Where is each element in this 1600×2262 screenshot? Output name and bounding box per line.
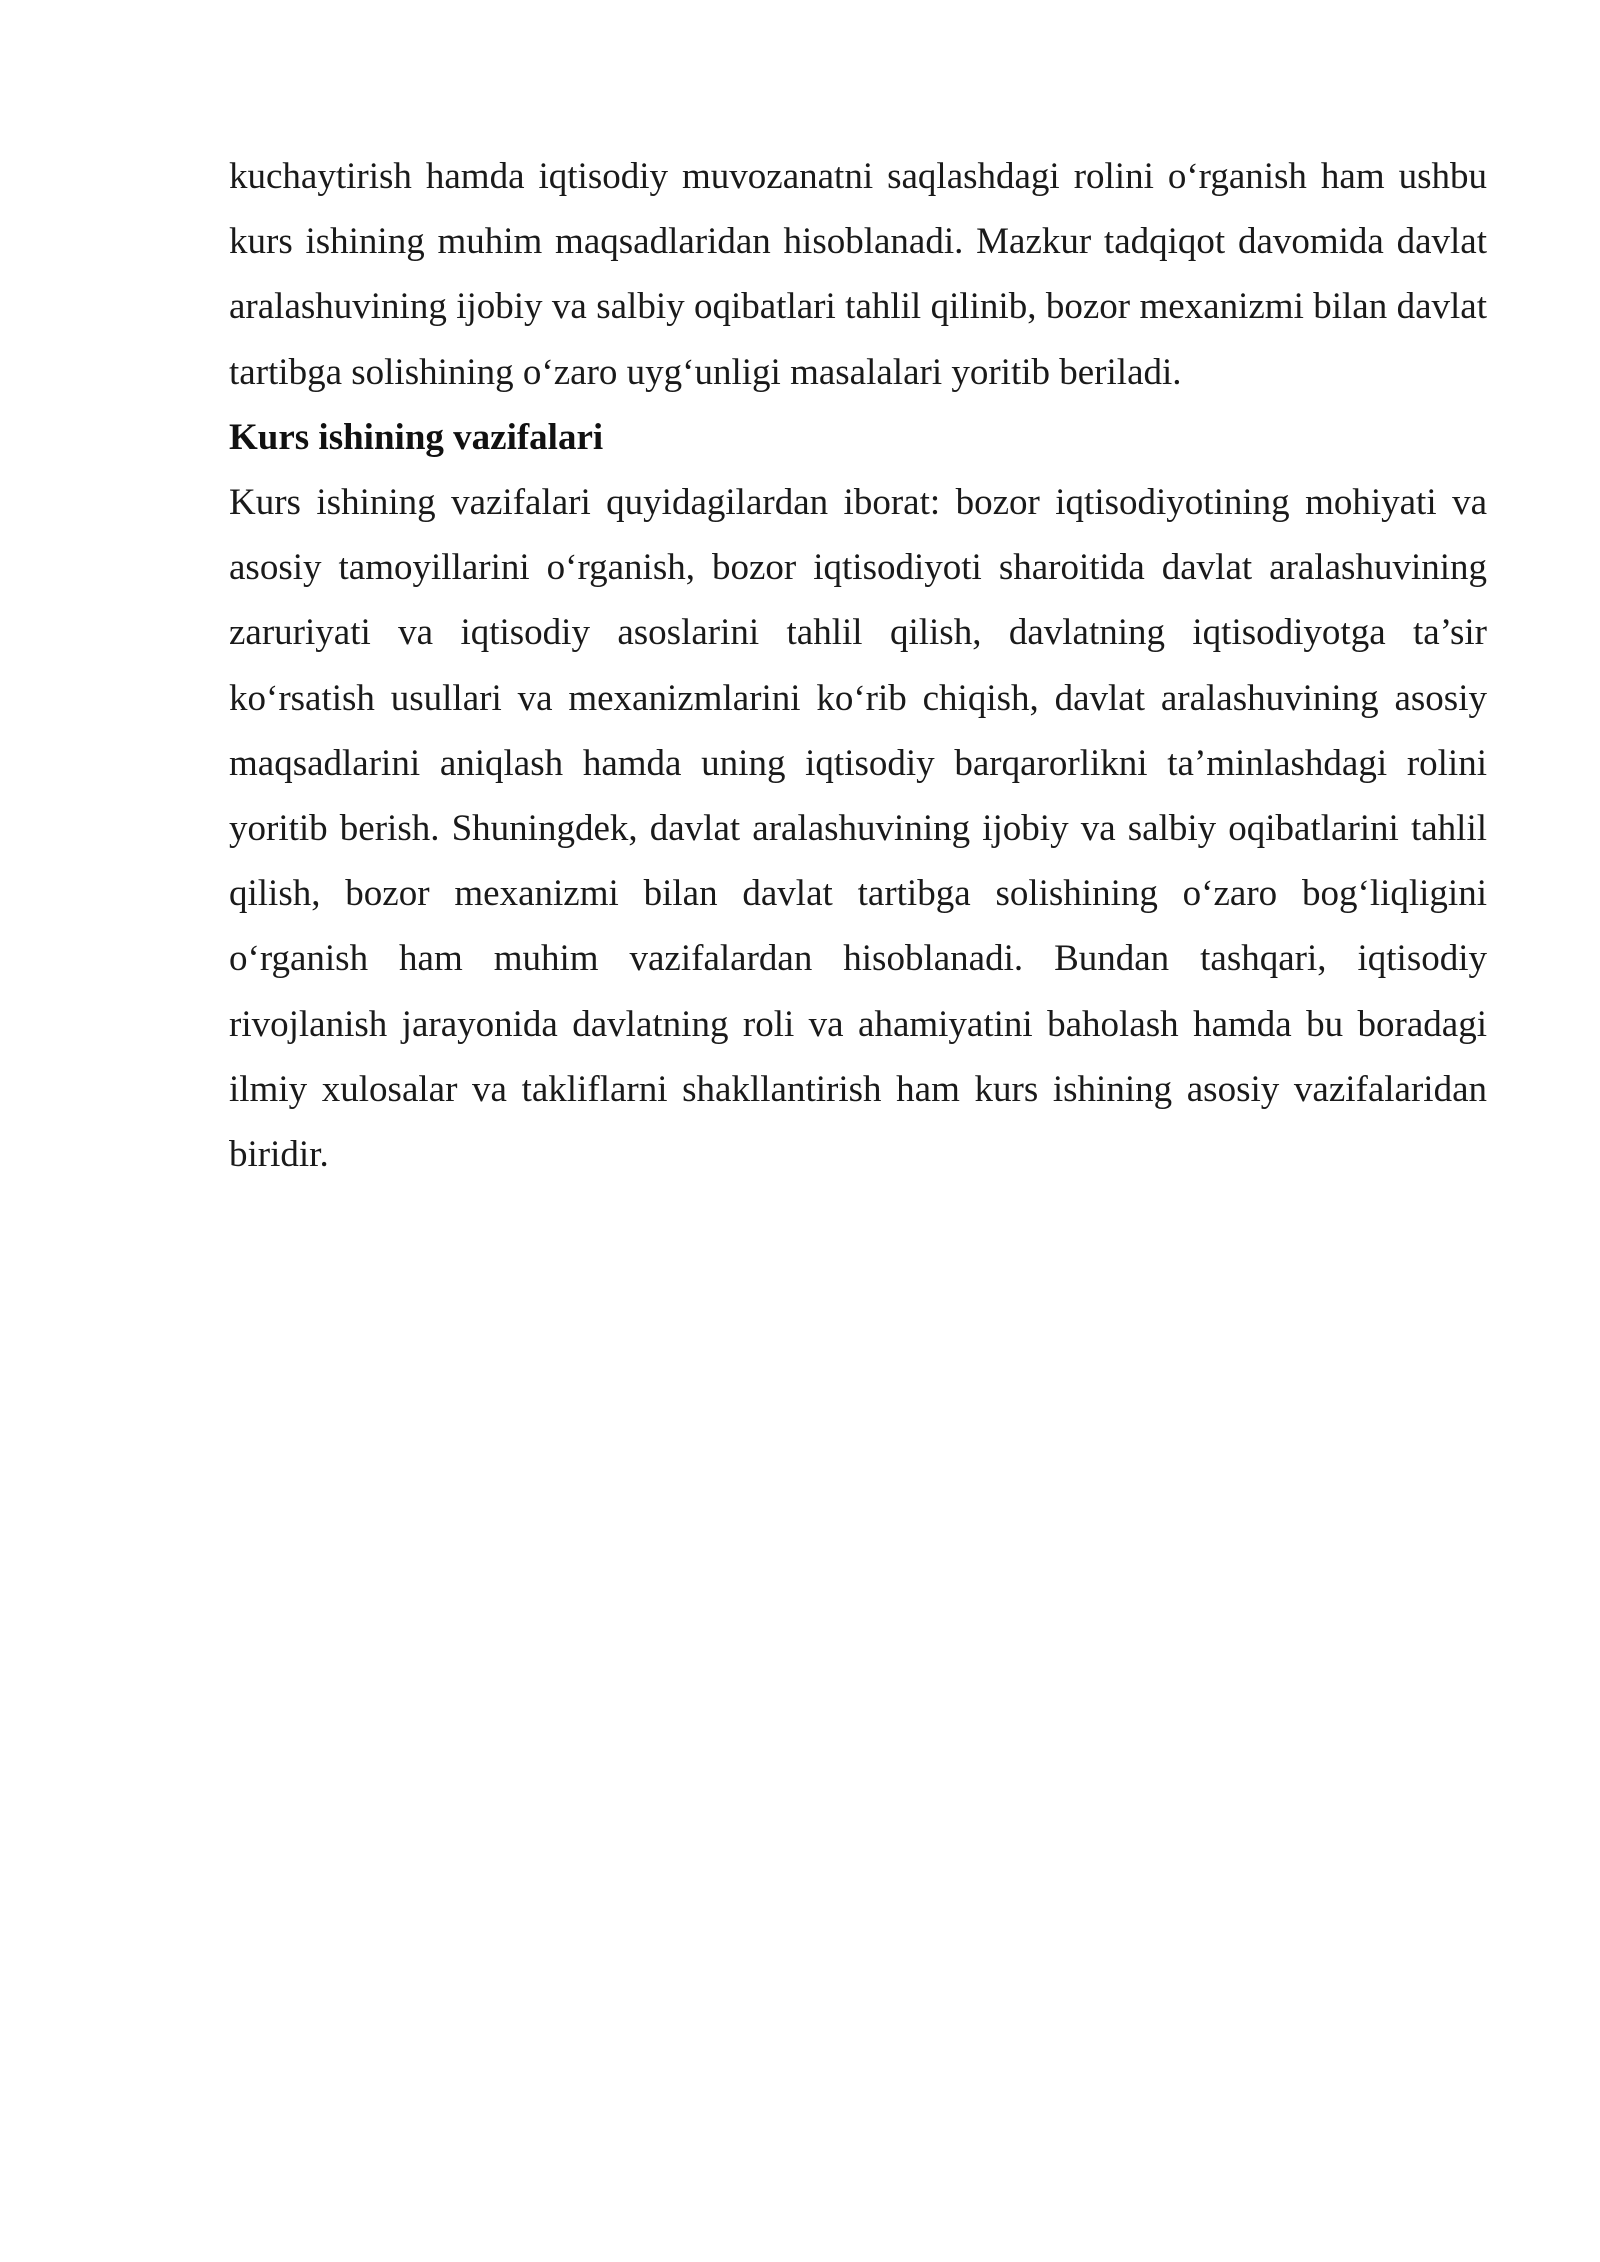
section-heading: Kurs ishining vazifalari: [229, 416, 604, 458]
intro-paragraph: kuchaytirish hamda iqtisodiy muvozanatni saqlashdagi rolini o‘rganish ham ushbu kurs ishining muhim maqsadlaridan hisoblanadi. Mazkur tadqiqot davomida davlat aralashuvining ijobiy va salbiy oqibatlari tahlil qilinib, bozor mexanizmi bilan davlat tartibga solishining o‘zaro uyg‘unligi masalalari yoritib beriladi.: [229, 156, 1487, 393]
page-content: [229, 144, 1487, 1187]
section-paragraph: Kurs ishining vazifalari quyidagilardan iborat: bozor iqtisodiyotining mohiyati va asosiy tamoyillarini o‘rganish, bozor iqtisodiyoti sharoitida davlat aralashuvining zaruriyati va iqtisodiy asoslarini tahlil qilish, davlatning iqtisodiyotga ta’sir ko‘rsatish usullari va mexanizmlarini ko‘rib chiqish, davlat aralashuvining asosiy maqsadlarini aniqlash hamda uning iqtisodiy barqarorlikni ta’minlashdagi rolini yoritib berish. Shuningdek, davlat aralashuvining ijobiy va salbiy oqibatlarini tahlil qilish, bozor mexanizmi bilan davlat tartibga solishining o‘zaro bog‘liqligini o‘rganish ham muhim vazifalardan hisoblanadi. Bundan tashqari, iqtisodiy rivojlanish jarayonida davlatning roli va ahamiyatini baholash hamda bu boradagi ilmiy xulosalar va takliflarni shakllantirish ham kurs ishining asosiy vazifalaridan biridir.: [229, 482, 1487, 1176]
